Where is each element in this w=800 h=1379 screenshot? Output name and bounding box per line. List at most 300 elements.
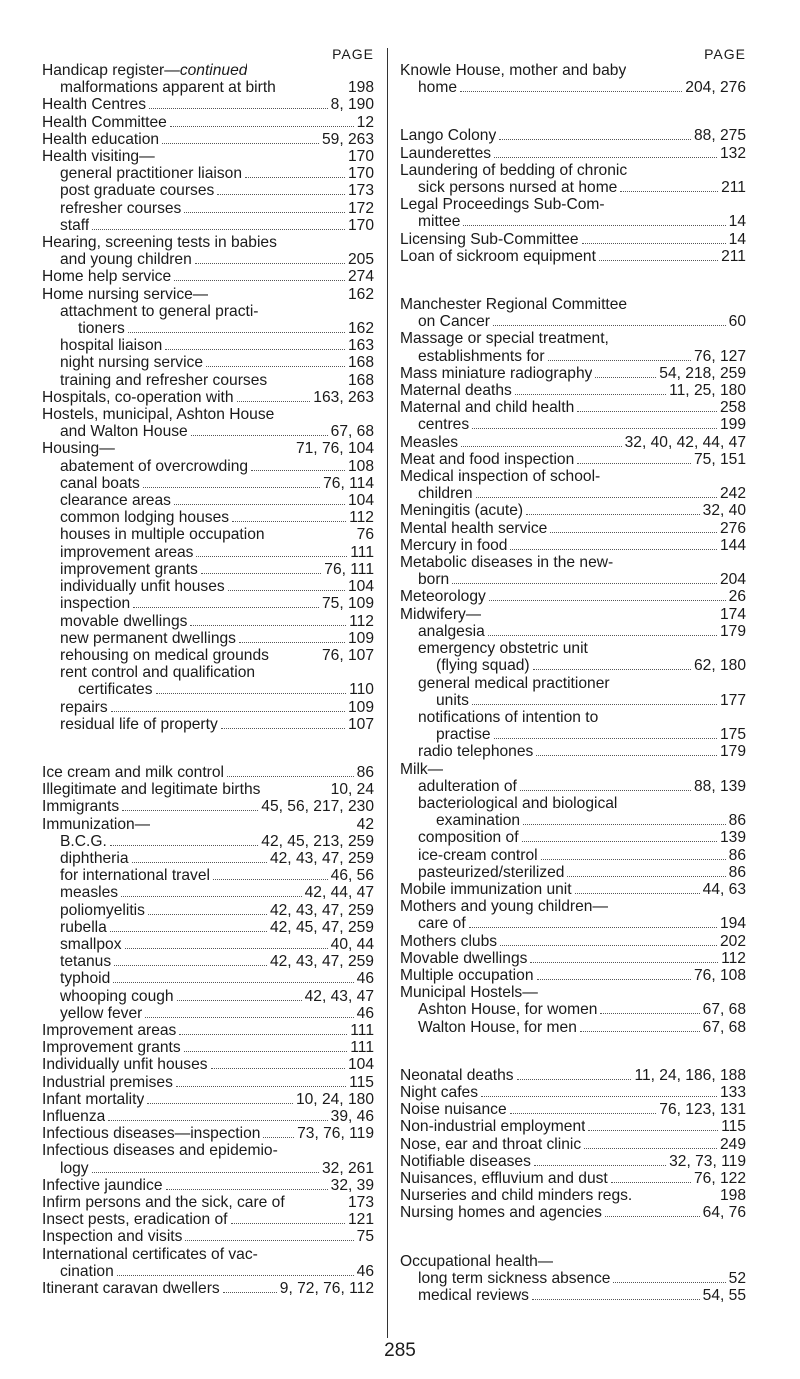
index-entry bbox=[400, 606, 746, 623]
leader-dots bbox=[600, 1013, 699, 1014]
index-entry-line bbox=[60, 919, 374, 936]
index-term: sick persons nursed at home bbox=[418, 179, 618, 197]
leader-dots bbox=[584, 1148, 717, 1149]
index-term: smallpox bbox=[60, 935, 122, 953]
index-entry-line bbox=[60, 988, 374, 1005]
index-entry-line bbox=[60, 1005, 374, 1022]
leader-dots bbox=[263, 1137, 294, 1138]
index-entry-line bbox=[42, 251, 374, 268]
index-term: individually unfit houses bbox=[60, 578, 225, 596]
index-entry-line bbox=[400, 984, 746, 1001]
index-term: movable dwellings bbox=[60, 612, 188, 630]
page-references: 163 bbox=[347, 337, 374, 355]
leader-dots bbox=[461, 446, 622, 447]
section-gap bbox=[400, 96, 746, 127]
index-entry bbox=[400, 231, 746, 248]
page-references: 12 bbox=[356, 113, 374, 131]
leader-dots bbox=[577, 463, 691, 464]
index-term: Movable dwellings bbox=[400, 949, 528, 967]
page-references: 76, 114 bbox=[323, 474, 374, 492]
page-references: 42, 45, 47, 259 bbox=[269, 918, 374, 936]
index-term: B.C.G. bbox=[60, 832, 107, 850]
index-entry bbox=[400, 640, 746, 674]
index-entry bbox=[42, 716, 374, 733]
index-entry bbox=[400, 468, 746, 502]
index-entry bbox=[400, 1019, 746, 1036]
index-term: Ashton House, for women bbox=[418, 1001, 598, 1019]
index-entry-line bbox=[60, 79, 374, 96]
leader-dots bbox=[108, 1120, 327, 1121]
index-entry bbox=[42, 354, 374, 371]
page-references: 76, 107 bbox=[321, 646, 374, 664]
leader-dots bbox=[156, 693, 347, 694]
page-references: 205 bbox=[347, 251, 374, 269]
index-term: residual life of property bbox=[60, 715, 218, 733]
section-gap bbox=[400, 1222, 746, 1253]
page-references: 110 bbox=[349, 681, 374, 699]
leader-dots bbox=[190, 625, 346, 626]
index-term: units bbox=[436, 691, 469, 709]
leader-dots bbox=[170, 126, 354, 127]
page-references: 132 bbox=[719, 144, 746, 162]
page-references: 75, 109 bbox=[321, 595, 374, 613]
index-term: examination bbox=[436, 812, 521, 830]
index-entry-line bbox=[60, 372, 374, 389]
page-references: 32, 40, 42, 44, 47 bbox=[624, 433, 746, 451]
page-references: 168 bbox=[347, 371, 374, 389]
index-term: Housing— bbox=[42, 440, 115, 458]
index-term: Occupational health— bbox=[400, 1252, 554, 1270]
index-entry bbox=[400, 1287, 746, 1304]
page-references: 174 bbox=[719, 605, 746, 623]
index-entry bbox=[42, 440, 374, 457]
page-references: 276 bbox=[719, 519, 746, 537]
index-term: care of bbox=[418, 915, 466, 933]
index-term: yellow fever bbox=[60, 1004, 143, 1022]
index-term: abatement of overcrowding bbox=[60, 457, 249, 475]
index-entry bbox=[400, 1067, 746, 1084]
index-term: Meteorology bbox=[400, 588, 486, 606]
leader-dots bbox=[469, 927, 717, 928]
index-entry-line bbox=[60, 354, 374, 371]
index-entry bbox=[400, 554, 746, 588]
leader-dots bbox=[231, 1223, 345, 1224]
leader-dots bbox=[537, 979, 691, 980]
index-term: ice-cream control bbox=[418, 846, 538, 864]
index-term: Maternal deaths bbox=[400, 382, 512, 400]
index-entry-line bbox=[400, 127, 746, 144]
index-entry bbox=[42, 217, 374, 234]
index-entry-line-wrapped bbox=[400, 162, 746, 179]
index-term: Infant mortality bbox=[42, 1090, 145, 1108]
leader-dots bbox=[177, 1000, 302, 1001]
index-entry-line bbox=[42, 798, 374, 815]
page-references: 179 bbox=[719, 743, 746, 761]
page-references: 11, 24, 186, 188 bbox=[634, 1066, 746, 1084]
leader-dots bbox=[132, 862, 267, 863]
index-entry bbox=[42, 458, 374, 475]
index-entry-line bbox=[400, 571, 746, 588]
index-entry bbox=[42, 953, 374, 970]
page-references: 14 bbox=[728, 213, 746, 231]
index-entry-line bbox=[60, 902, 374, 919]
page-references: 204 bbox=[719, 571, 746, 589]
page-references: 32, 73, 119 bbox=[669, 1152, 746, 1170]
index-entry-line bbox=[60, 699, 374, 716]
index-entry bbox=[42, 526, 374, 543]
page-references: 144 bbox=[719, 536, 746, 554]
page-references: 115 bbox=[721, 1118, 746, 1136]
page-references: 64, 76 bbox=[702, 1204, 746, 1222]
page-references: 86 bbox=[356, 763, 374, 781]
index-entry-line bbox=[60, 681, 374, 698]
index-entry bbox=[400, 1253, 746, 1270]
index-entry-line-wrapped bbox=[400, 196, 746, 213]
index-term: Improvement areas bbox=[42, 1021, 177, 1039]
leader-dots bbox=[523, 824, 726, 825]
index-term: Hearing, screening tests in babies bbox=[42, 234, 277, 252]
index-entry-line bbox=[418, 692, 746, 709]
index-term: hospital liaison bbox=[60, 337, 163, 355]
index-term: Meningitis (acute) bbox=[400, 502, 524, 520]
index-entry bbox=[42, 544, 374, 561]
leader-dots bbox=[174, 280, 345, 281]
index-term: Neonatal deaths bbox=[400, 1066, 514, 1084]
leader-dots bbox=[520, 790, 691, 791]
leader-dots bbox=[536, 755, 717, 756]
page-references: 86 bbox=[728, 812, 746, 830]
index-entry-line-wrapped bbox=[418, 709, 746, 726]
leader-dots bbox=[494, 738, 717, 739]
index-entry-line bbox=[400, 365, 746, 382]
index-term: Walton House, for men bbox=[418, 1018, 577, 1036]
index-entry-line bbox=[418, 864, 746, 881]
index-entry-line bbox=[400, 79, 746, 96]
index-entry-line bbox=[400, 145, 746, 162]
page-references: 194 bbox=[719, 915, 746, 933]
index-entry-line bbox=[60, 953, 374, 970]
index-entry-line bbox=[42, 1280, 374, 1297]
index-entry bbox=[42, 630, 374, 647]
page-references: 111 bbox=[350, 1039, 374, 1057]
page-references: 86 bbox=[728, 863, 746, 881]
index-term: Night cafes bbox=[400, 1083, 479, 1101]
page-references: 112 bbox=[349, 612, 374, 630]
leader-dots bbox=[110, 931, 267, 932]
index-term: Handicap register—continued bbox=[42, 62, 248, 79]
index-entry bbox=[400, 898, 746, 932]
page-references: 109 bbox=[347, 629, 374, 647]
index-entry bbox=[400, 1001, 746, 1018]
index-entry-line bbox=[60, 970, 374, 987]
index-entry-line bbox=[400, 213, 746, 230]
page-references: 44, 63 bbox=[702, 880, 746, 898]
index-entry bbox=[400, 984, 746, 1001]
index-term: Meat and food inspection bbox=[400, 450, 575, 468]
index-entry bbox=[400, 1270, 746, 1287]
index-entry bbox=[400, 709, 746, 743]
leader-dots bbox=[166, 1189, 328, 1190]
index-entry bbox=[42, 492, 374, 509]
leader-dots bbox=[111, 711, 345, 712]
index-term: and Walton House bbox=[60, 423, 188, 441]
page-references: 112 bbox=[349, 509, 374, 527]
index-entry-line bbox=[400, 1187, 746, 1204]
leader-dots bbox=[184, 1051, 348, 1052]
index-entry-line bbox=[60, 630, 374, 647]
leader-dots bbox=[488, 635, 717, 636]
leader-dots bbox=[580, 1031, 700, 1032]
index-entry bbox=[42, 200, 374, 217]
leader-dots bbox=[148, 914, 267, 915]
index-entry-line bbox=[400, 382, 746, 399]
index-entry-line bbox=[400, 1067, 746, 1084]
index-term: radio telephones bbox=[418, 743, 534, 761]
index-term: Mass miniature radiography bbox=[400, 364, 593, 382]
index-term: Itinerant caravan dwellers bbox=[42, 1280, 220, 1298]
index-term: Health Centres bbox=[42, 96, 147, 114]
index-entry bbox=[42, 919, 374, 936]
section-gap bbox=[400, 265, 746, 296]
page-references: 104 bbox=[347, 492, 374, 510]
index-term: rehousing on medical grounds bbox=[60, 646, 269, 664]
index-entry-line bbox=[60, 217, 374, 234]
page-references: 54, 218, 259 bbox=[659, 364, 746, 382]
index-entry-line bbox=[400, 1118, 746, 1135]
index-entry-line bbox=[42, 1228, 374, 1245]
index-entry-line bbox=[418, 623, 746, 640]
index-entry-line bbox=[60, 492, 374, 509]
index-term: Hospitals, co-operation with bbox=[42, 388, 234, 406]
index-term: Massage or special treatment, bbox=[400, 330, 609, 348]
index-entry-line bbox=[400, 485, 746, 502]
index-term: (flying squad) bbox=[436, 657, 530, 675]
leader-dots bbox=[165, 349, 345, 350]
leader-dots bbox=[472, 704, 717, 705]
leader-dots bbox=[251, 470, 345, 471]
index-entry-line bbox=[400, 588, 746, 605]
index-entry bbox=[42, 613, 374, 630]
index-entry bbox=[42, 406, 374, 440]
index-term: improvement grants bbox=[60, 560, 198, 578]
page-references: 175 bbox=[719, 726, 746, 744]
index-entry-line bbox=[400, 1153, 746, 1170]
page-references: 162 bbox=[347, 285, 374, 303]
index-entry-line bbox=[42, 114, 374, 131]
page-references: 67, 68 bbox=[702, 1001, 746, 1019]
index-term: cination bbox=[60, 1262, 114, 1280]
index-term: Immigrants bbox=[42, 798, 120, 816]
index-entry-line bbox=[60, 165, 374, 182]
index-entry bbox=[42, 268, 374, 285]
leader-dots bbox=[184, 212, 345, 213]
index-entry bbox=[400, 502, 746, 519]
index-entry-line-wrapped bbox=[42, 234, 374, 251]
index-entry bbox=[42, 286, 374, 303]
index-entry-line bbox=[42, 816, 374, 833]
index-entry-line bbox=[42, 423, 374, 440]
index-term: Legal Proceedings Sub-Com- bbox=[400, 196, 605, 214]
index-entry-line bbox=[42, 268, 374, 285]
index-term: Mothers and young children— bbox=[400, 898, 609, 916]
index-entry bbox=[42, 475, 374, 492]
leader-dots bbox=[522, 841, 717, 842]
index-term: tioners bbox=[78, 320, 125, 338]
index-entry-line bbox=[400, 606, 746, 623]
index-term: Improvement grants bbox=[42, 1039, 181, 1057]
leader-dots bbox=[550, 532, 717, 533]
index-term: Noise nuisance bbox=[400, 1101, 507, 1119]
index-entry-line bbox=[42, 1039, 374, 1056]
index-entry-line bbox=[400, 399, 746, 416]
page-references: 10, 24 bbox=[330, 781, 374, 799]
index-term: Non-industrial employment bbox=[400, 1118, 586, 1136]
index-term: children bbox=[418, 485, 473, 503]
leader-dots bbox=[206, 366, 345, 367]
index-entry-line bbox=[42, 1211, 374, 1228]
index-term: post graduate courses bbox=[60, 182, 215, 200]
index-term: Home help service bbox=[42, 268, 172, 286]
index-term: for international travel bbox=[60, 867, 210, 885]
index-term: rent control and qualification bbox=[60, 664, 256, 682]
page-references: 67, 68 bbox=[702, 1018, 746, 1036]
page-references: 204, 276 bbox=[685, 79, 746, 97]
leader-dots bbox=[179, 1034, 347, 1035]
index-term: Lango Colony bbox=[400, 127, 497, 145]
page-references: 242 bbox=[719, 485, 746, 503]
index-entry-line bbox=[42, 131, 374, 148]
page-references: 52 bbox=[728, 1269, 746, 1287]
page-references: 258 bbox=[719, 399, 746, 417]
leader-dots bbox=[532, 1299, 700, 1300]
index-term: Multiple occupation bbox=[400, 966, 534, 984]
index-entry bbox=[400, 1204, 746, 1221]
index-column-right bbox=[400, 46, 746, 1304]
index-entry bbox=[42, 781, 374, 798]
index-entry bbox=[400, 434, 746, 451]
index-entry bbox=[400, 1101, 746, 1118]
index-entry bbox=[42, 970, 374, 987]
index-term: Laundering of bedding of chronic bbox=[400, 161, 628, 179]
leader-dots bbox=[613, 1282, 725, 1283]
page-references: 71, 76, 104 bbox=[295, 440, 374, 458]
page-references: 88, 275 bbox=[693, 127, 746, 145]
page-references: 76 bbox=[356, 526, 374, 544]
index-entry-line-wrapped bbox=[42, 1246, 374, 1263]
index-entry-line bbox=[400, 761, 746, 778]
page-references: 104 bbox=[347, 578, 374, 596]
leader-dots bbox=[567, 876, 725, 877]
index-entry-line bbox=[42, 96, 374, 113]
index-term: Nuisances, effluvium and dust bbox=[400, 1169, 608, 1187]
leader-dots bbox=[176, 1086, 346, 1087]
index-entry bbox=[42, 1211, 374, 1228]
index-term: mittee bbox=[418, 213, 461, 231]
index-entry-line-wrapped bbox=[42, 406, 374, 423]
index-entry-line bbox=[42, 1108, 374, 1125]
leader-dots bbox=[133, 607, 319, 608]
index-entry-line bbox=[418, 829, 746, 846]
index-entry-line bbox=[418, 657, 746, 674]
index-term: logy bbox=[60, 1159, 89, 1177]
index-term: bacteriological and biological bbox=[418, 794, 618, 812]
index-entry-line bbox=[400, 1084, 746, 1101]
page-references: 42, 44, 47 bbox=[304, 884, 374, 902]
index-term: canal boats bbox=[60, 474, 140, 492]
index-entry bbox=[400, 162, 746, 196]
leader-dots bbox=[515, 394, 666, 395]
index-entry bbox=[400, 864, 746, 881]
index-term: Mothers clubs bbox=[400, 932, 498, 950]
page-references: 133 bbox=[719, 1083, 746, 1101]
index-term: adulteration of bbox=[418, 777, 517, 795]
index-entry bbox=[42, 798, 374, 815]
leader-dots bbox=[499, 139, 691, 140]
page-number: 285 bbox=[384, 1340, 416, 1361]
leader-dots bbox=[128, 332, 345, 333]
leader-dots bbox=[162, 143, 319, 144]
index-entry-line bbox=[400, 502, 746, 519]
index-entry bbox=[400, 950, 746, 967]
leader-dots bbox=[237, 401, 311, 402]
index-entry bbox=[400, 1187, 746, 1204]
page-references: 32, 261 bbox=[321, 1159, 374, 1177]
index-entry bbox=[400, 399, 746, 416]
page-references: 46 bbox=[356, 970, 374, 988]
index-entries-left bbox=[42, 62, 374, 1297]
index-entry-line bbox=[42, 1177, 374, 1194]
index-entry-line bbox=[400, 451, 746, 468]
page-references: 59, 263 bbox=[321, 130, 374, 148]
index-entry-line-wrapped bbox=[418, 795, 746, 812]
index-entry-line bbox=[60, 561, 374, 578]
index-entry bbox=[400, 1084, 746, 1101]
index-entry-line bbox=[42, 1160, 374, 1177]
page-references: 46, 56 bbox=[330, 867, 374, 885]
index-entry-line bbox=[60, 544, 374, 561]
index-entry bbox=[400, 127, 746, 144]
index-entry bbox=[42, 936, 374, 953]
index-entry bbox=[400, 382, 746, 399]
index-entry bbox=[42, 389, 374, 406]
column-divider bbox=[387, 48, 388, 1338]
index-term: Ice cream and milk control bbox=[42, 763, 224, 781]
index-term: training and refresher courses bbox=[60, 371, 268, 389]
page-references: 112 bbox=[721, 949, 746, 967]
page-references: 177 bbox=[719, 691, 746, 709]
leader-dots bbox=[533, 669, 691, 670]
leader-dots bbox=[493, 325, 726, 326]
index-term: Individually unfit houses bbox=[42, 1056, 208, 1074]
index-term: Infirm persons and the sick, care of bbox=[42, 1194, 285, 1211]
index-entry bbox=[400, 62, 746, 96]
index-entry bbox=[42, 234, 374, 268]
leader-dots bbox=[149, 108, 328, 109]
index-entry-line bbox=[60, 526, 374, 543]
index-entry-line-wrapped bbox=[60, 664, 374, 681]
index-entry bbox=[400, 881, 746, 898]
leader-dots bbox=[460, 91, 682, 92]
index-entry-line bbox=[42, 389, 374, 406]
index-entry bbox=[42, 561, 374, 578]
index-entry-line-wrapped bbox=[418, 640, 746, 657]
leader-dots bbox=[145, 1017, 353, 1018]
index-entries-right bbox=[400, 62, 746, 1304]
leader-dots bbox=[494, 157, 717, 158]
index-entry bbox=[42, 850, 374, 867]
index-entry bbox=[400, 248, 746, 265]
index-entry bbox=[42, 833, 374, 850]
